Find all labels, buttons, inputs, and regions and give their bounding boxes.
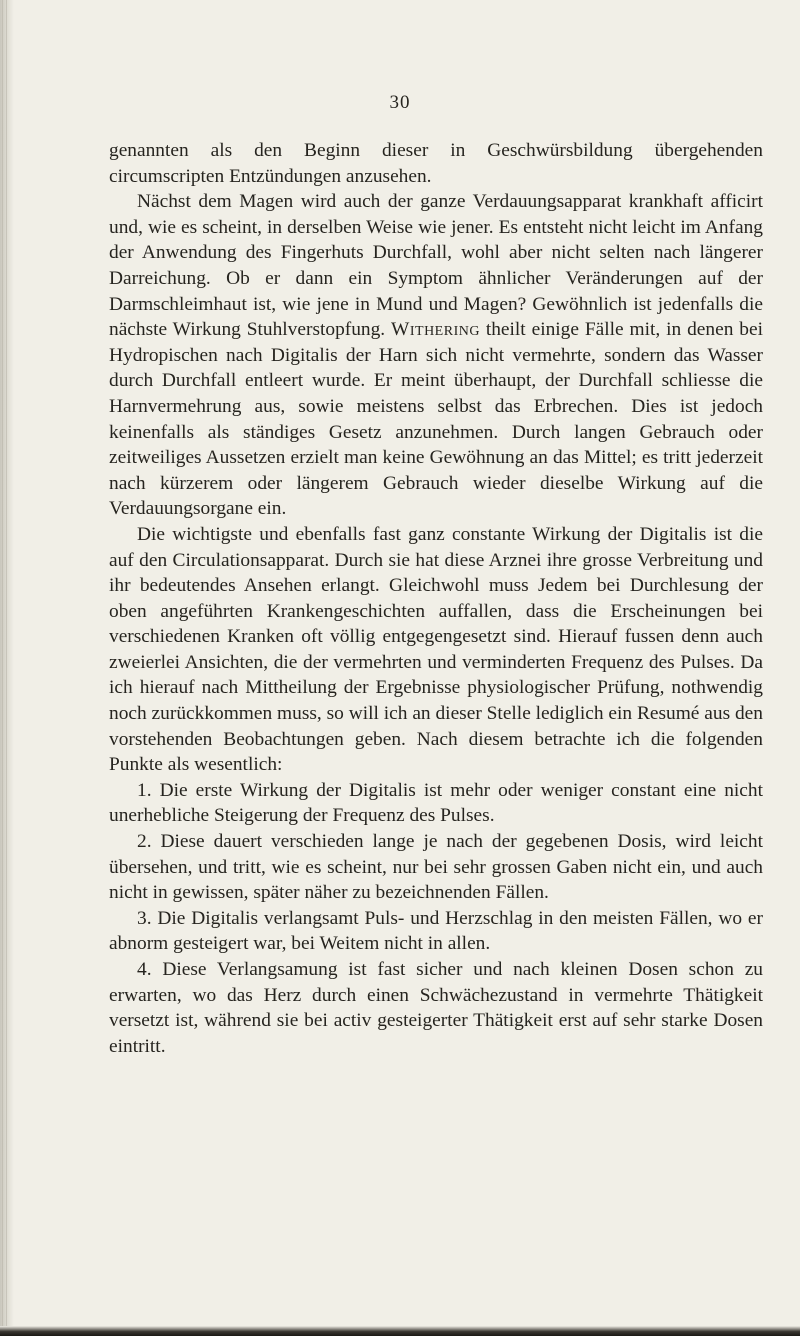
paragraph-text: Nächst dem Magen wird auch der ganze Verdauungsapparat krankhaft afficirt und, wie es scheint, in derselben Weise wie jener. Es entsteht nicht leicht im Anfang der Anwendung des Fingerhuts Durchfall, wohl aber nicht selten nach längerer Darreichung. Ob er dann ein Symptom ähnlicher Veränderungen auf der Darmschleimhaut ist, wie jene in Mund und Magen? Gewöhnlich ist jedenfalls die nächste Wirkung Stuhlverstopfung. <box>109 191 763 341</box>
list-item: 4. Diese Verlangsamung ist fast sicher und nach kleinen Dosen schon zu erwarten, wo das Herz durch einen Schwächezustand in vermehrte Thätigkeit versetzt ist, während sie bei activ gesteigerter Thätigkeit erst auf sehr starke Dosen eintritt. <box>109 959 763 1057</box>
paragraph <box>109 189 763 522</box>
page-bottom-edge <box>0 1326 800 1336</box>
list-item: 3. Die Digitalis verlangsamt Puls- und Herzschlag in den meisten Fällen, wo er abnorm gesteigert war, bei Weitem nicht in allen. <box>109 907 763 955</box>
paragraph: genannten als den Beginn dieser in Geschwürsbildung übergehenden circumscripten Entzündungen anzusehen. <box>109 140 763 187</box>
binding-edge <box>2 0 10 1336</box>
body-text <box>109 138 763 1059</box>
list-item: 2. Diese dauert verschieden lange je nach der gegebenen Dosis, wird leicht übersehen, und tritt, wie es scheint, nur bei sehr grossen Gaben nicht ein, und auch nicht in gewissen, später näher zu bezeichnenden Fällen. <box>109 831 763 904</box>
author-name: Withering <box>391 319 480 341</box>
list-item: 1. Die erste Wirkung der Digitalis ist mehr oder weniger constant eine nicht unerhebliche Steigerung der Frequenz des Pulses. <box>109 779 763 827</box>
paragraph: Die wichtigste und ebenfalls fast ganz constante Wirkung der Digitalis ist die auf den Circulationsapparat. Durch sie hat diese Arznei ihre grosse Verbreitung und ihr bedeutendes Ansehen erlangt. Gleichwohl muss Jedem bei Durchlesung der oben angeführten Krankengeschichten auffallen, dass die Erscheinungen bei verschiedenen Kranken oft völlig entgegengesetzt sind. Hierauf fussen denn auch zweierlei Ansichten, die der vermehrten und verminderten Frequenz des Pulses. Da ich hierauf nach Mittheilung der Ergebnisse physiologischer Prüfung, nothwendig noch zurückkommen muss, so will ich an dieser Stelle lediglich ein Resumé aus den vorstehenden Beobachtungen geben. Nach diesem betrachte ich die folgenden Punkte als wesentlich: <box>109 523 763 776</box>
page-number: 30 <box>389 92 411 113</box>
paragraph-text: theilt einige Fälle mit, in denen bei Hydropischen nach Digitalis der Harn sich nicht vermehrte, sondern das Wasser durch Durchfall entleert wurde. Er meint überhaupt, der Durchfall schliesse die Harnvermehrung aus, sowie meistens selbst das Erbrechen. Dies ist jedoch keinenfalls als ständiges Gesetz anzunehmen. Durch langen Gebrauch oder zeitweiliges Aussetzen erzielt man keine Gewöhnung an das Mittel; es tritt jederzeit nach kürzerem oder längerem Gebrauch wieder dieselbe Wirkung auf die Verdauungsorgane ein. <box>109 319 763 520</box>
